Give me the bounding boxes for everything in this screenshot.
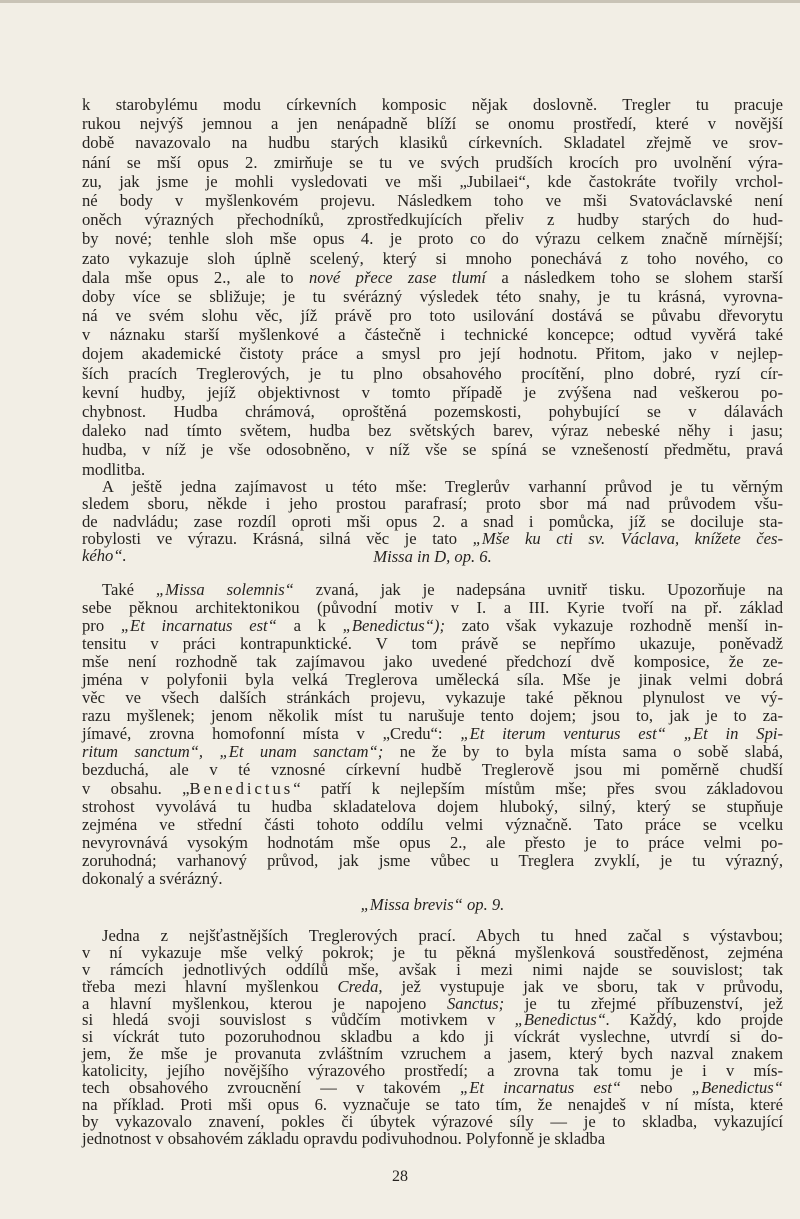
text-run: daleko nad tímto světem, hudba bez světských barev, výraz nebeské něhy i jasu; [82, 421, 783, 441]
text-run: tensitu v práci kontrapunktické. V tom právě se nepřímo ukazuje, poněvadž [82, 634, 783, 654]
text-line [82, 114, 783, 133]
text-run: oněch výrazných přechodníků, zprostředkujících přeliv z hudby starých do hud- [82, 210, 783, 230]
section-heading: „Missa brevis“ op. 9. [360, 895, 505, 914]
text-run: ná ve svém slohu věc, jíž právě pro toto usilování dostává se půvabu dřevorytu [82, 306, 783, 326]
text-run: hudba, v níž je vše odosobněno, v níž vše se spíná se vznešeností předmětu, pravá [82, 440, 783, 460]
text-run: v rámcích jednotlivých oddílů mše, avšak i mezi nimi najde se souvislost; tak [82, 959, 783, 979]
text-line [82, 530, 783, 547]
text-run: bezduchá, ale v té vznosné církevní hudbě Treglerově jsou mi poměrně chudší [82, 760, 783, 780]
text-line [82, 478, 783, 495]
text-run: nevyrovnává vysokým hodnotám mše opus 2., ale přesto je to práce velmi po- [82, 832, 783, 852]
text-run: v náznaku starší myšlenkové a částečně i technické koncepce; odtud vyvěrá také [82, 325, 783, 345]
text-run: na příklad. Proti mši opus 6. vyznačuje se tato tím, že nenajdeš v ní místa, které [82, 1094, 783, 1114]
italic-text-run: kého“. [82, 546, 127, 566]
text-line [82, 725, 783, 743]
italic-text-run: „Benedictus“. [514, 1010, 611, 1030]
text-run: ších pracích Treglerových, je tu plno obsahového procítění, plno dobré, ryzí cír- [82, 363, 783, 383]
text-run: zoruhodná; varhanový průvod, jak jsme vůbec u Treglera zvyklí, je tu výrazný, [82, 850, 783, 870]
text-run: si víckrát tuto pozoruhodnou skladbu a kdo ji víckrát vyslechne, utvrdí si do- [82, 1027, 783, 1047]
text-line [82, 671, 783, 689]
text-line [82, 402, 783, 421]
text-line [82, 421, 783, 440]
text-run: Každý, kdo projde [610, 1010, 784, 1030]
text-line [82, 191, 783, 210]
text-run: “ patří k nejlepším místům mše; přes svou základovou [293, 778, 783, 798]
text-run: né body v myšlenkovém projevu. Následkem toho ve mši Svatováclavské není [82, 190, 783, 210]
text-line [82, 306, 783, 325]
text-run: pro [82, 616, 121, 636]
text-run: jímavé, zrovna homofonní místa v „Credu“: [82, 724, 461, 744]
text-line [82, 325, 783, 344]
text-run: dala mše opus 2., ale to [82, 267, 309, 287]
text-line [82, 617, 783, 635]
italic-text-run: Creda, [337, 976, 383, 996]
text-line [82, 870, 783, 888]
text-run: v ní vykazuje mše velký pokrok; je tu pěkná myšlenková soustředěnost, zejména [82, 942, 783, 962]
text-run: rukou nejvýš jemnou a jen nenápadně blíží se onomu prostředí, které v novější [82, 114, 783, 134]
text-run: katolicity, jejího novějšího výrazového prostředí; a zrovna tak tomu je i v mís- [82, 1061, 783, 1081]
text-line [82, 249, 783, 268]
text-run: dokonalý a svérázný. [82, 868, 223, 888]
text-line [82, 852, 783, 870]
text-line [82, 635, 783, 653]
text-line [82, 798, 783, 816]
text-run: a hlavní myšlenkou, kterou je napojeno [82, 993, 447, 1013]
text-run: zejména ve střední části tohoto oddílu velmi význačně. Tato práce se vcelku [82, 814, 783, 834]
italic-text-run: „Mše ku cti sv. Václava, knížete čes- [472, 528, 783, 548]
scan-top-edge [0, 0, 800, 3]
italic-text-run: Sanctus; [446, 993, 505, 1013]
text-run: chybnost. Hudba chrámová, oproštěná pozemskosti, pohybující se v dálavách [82, 402, 783, 421]
text-run: době navazovalo na hudbu starých klasiků církevních. Skladatel zřejmě ve srov- [82, 133, 783, 153]
spaced-text-run: Benedictus [189, 778, 294, 798]
text-line [82, 816, 783, 834]
text-run: razu myšlenek; jenom několik míst tu narušuje tento dojem; jsou to, jak je to za- [82, 706, 783, 726]
text-run: ne že by to byla místa sama o sobě slabá, [383, 742, 783, 762]
text-run: de nadvládu; zase rozdíl oproti mši opus 2. a snad i pomůcka, jíž se dociluje sta- [82, 511, 783, 531]
text-run: A ještě jedna zajímavost u této mše: Treglerův varhanní průvod je tu věrným [102, 477, 783, 496]
text-line [82, 581, 783, 599]
text-run: si hledá svoji souvislost s vůdčím motivkem v [82, 1010, 515, 1030]
text-run: jména v polyfonii byla velká Treglerova umělecká síla. Mše je jinak velmi dobrá [82, 670, 783, 690]
text-run: třeba mezi hlavní myšlenkou [82, 976, 338, 996]
text-line [82, 653, 783, 671]
text-run: jež vystupuje jak ve sboru, tak v průvodu, [382, 976, 783, 996]
text-run: nebo [621, 1078, 692, 1098]
text-line [82, 172, 783, 191]
text-line [82, 834, 783, 852]
text-run: v obsahu. „ [82, 778, 190, 798]
text-run: by vykazovalo znavení, pokles či úbytek výrazové síly — je to skladba, vykazující [82, 1111, 783, 1131]
text-line [82, 460, 783, 479]
text-run: sebe pěknou architektonikou (původní motiv v I. a III. Kyrie tvoří na př. základ [82, 598, 783, 618]
text-line [82, 599, 783, 617]
text-line [82, 495, 783, 512]
text-run: sledem sboru, někde i jeho prostou parafrasí; proto sbor má nad průvodem všu- [82, 494, 783, 514]
text-line [82, 1128, 783, 1148]
italic-text-run: „Et incarnatus est“ [459, 1078, 622, 1098]
text-run: a k [276, 616, 343, 636]
italic-text-run: ritum sanctum“, „Et unam sanctam“; [82, 742, 384, 762]
text-run: by nové; tenhle sloh mše opus 4. je proto co do výrazu celkem značně mírnější; [82, 229, 783, 249]
text-line [82, 761, 783, 779]
text-run: mše není rozhodně tak zajímavou jako uvedené předchozí dvě komposice, že ze- [82, 652, 783, 672]
text-run: jem, že mše je provanuta zvláštním vzruchem a jasem, který bych nazval znakem [82, 1044, 783, 1064]
text-line [82, 780, 783, 798]
page-number: 28 [392, 1168, 408, 1185]
text-line [82, 133, 783, 152]
text-run: Také [102, 580, 156, 599]
text-line [82, 210, 783, 229]
paragraph [82, 928, 783, 1148]
text-run: tech obsahového zvroucnění — v takovém [82, 1078, 460, 1098]
italic-text-run: „Missa solemnis“ [155, 580, 294, 599]
text-run: robylosti ve výrazu. Krásná, silná věc je tato [82, 528, 473, 548]
text-run: dojem akademické čistoty práce a smysl pro její hodnotu. Přitom, jako v nejlep- [82, 344, 783, 364]
italic-text-run: „Et iterum venturus est“ „Et in Spi- [460, 724, 784, 744]
text-run: věc ve všech dalších stránkách projevu, vykazuje také pěknou plynulost ve vý- [82, 688, 783, 708]
text-run: doby více se sbližuje; je tu svérázný výsledek této snahy, je tu krásná, vyrovna- [82, 286, 783, 306]
paragraph [82, 581, 783, 888]
text-run: modlitba. [82, 459, 146, 479]
text-run: kevní hudby, jejíž objektivnost v tomto případě je zvýšena nad veškerou po- [82, 382, 783, 402]
text-line [82, 743, 783, 761]
text-run: strohost vyvolává tu hudba skladatelova dojem hluboký, silný, který se stupňuje [82, 796, 783, 816]
text-line [82, 95, 783, 114]
italic-text-run: „Benedictus“); [342, 616, 445, 636]
text-line [82, 440, 783, 459]
text-line [82, 344, 783, 363]
text-run: zu, jak jsme je mohli vysledovati ve mši „Jubilaei“, kde častokráte tvořily vrchol- [82, 171, 783, 191]
text-line [82, 707, 783, 725]
italic-text-run: „Benedictus“ [691, 1078, 783, 1098]
text-line [82, 287, 783, 306]
text-line [82, 268, 783, 287]
text-line [82, 689, 783, 707]
text-run: zato vykazuje sloh úplně scelený, který si mnoho ponechává z toho nového, co [82, 248, 783, 268]
text-line [82, 364, 783, 383]
text-line [82, 513, 783, 530]
text-run: zato však vykazuje rozhodně menší in- [444, 616, 783, 636]
paragraph [82, 95, 783, 479]
italic-text-run: nové přece zase tlumí [308, 267, 486, 287]
text-run: zvaná, jak je nadepsána uvnitř tisku. Upozorňuje na [293, 580, 783, 599]
section-heading: Missa in D, op. 6. [373, 547, 492, 566]
text-run: jednotnost v obsahovém základu opravdu podivuhodnou. Polyfonně je skladba [82, 1128, 606, 1148]
text-run: a následkem toho se slohem starší [486, 267, 783, 287]
text-run: Jedna z nejšťastnějších Treglerových prací. Abych tu hned začal s výstavbou; [102, 926, 783, 945]
text-run: k starobylému modu církevních komposic nějak doslovně. Tregler tu pracuje [82, 95, 783, 114]
text-line [82, 229, 783, 248]
text-run: je tu zřejmé příbuzenství, jež [504, 993, 783, 1013]
text-line [82, 153, 783, 172]
italic-text-run: „Et incarnatus est“ [120, 616, 277, 636]
text-run: nání se mší opus 2. zmirňuje se tu ve svých prudších krocích pro uvolnění výra- [82, 152, 783, 172]
text-line [82, 383, 783, 402]
